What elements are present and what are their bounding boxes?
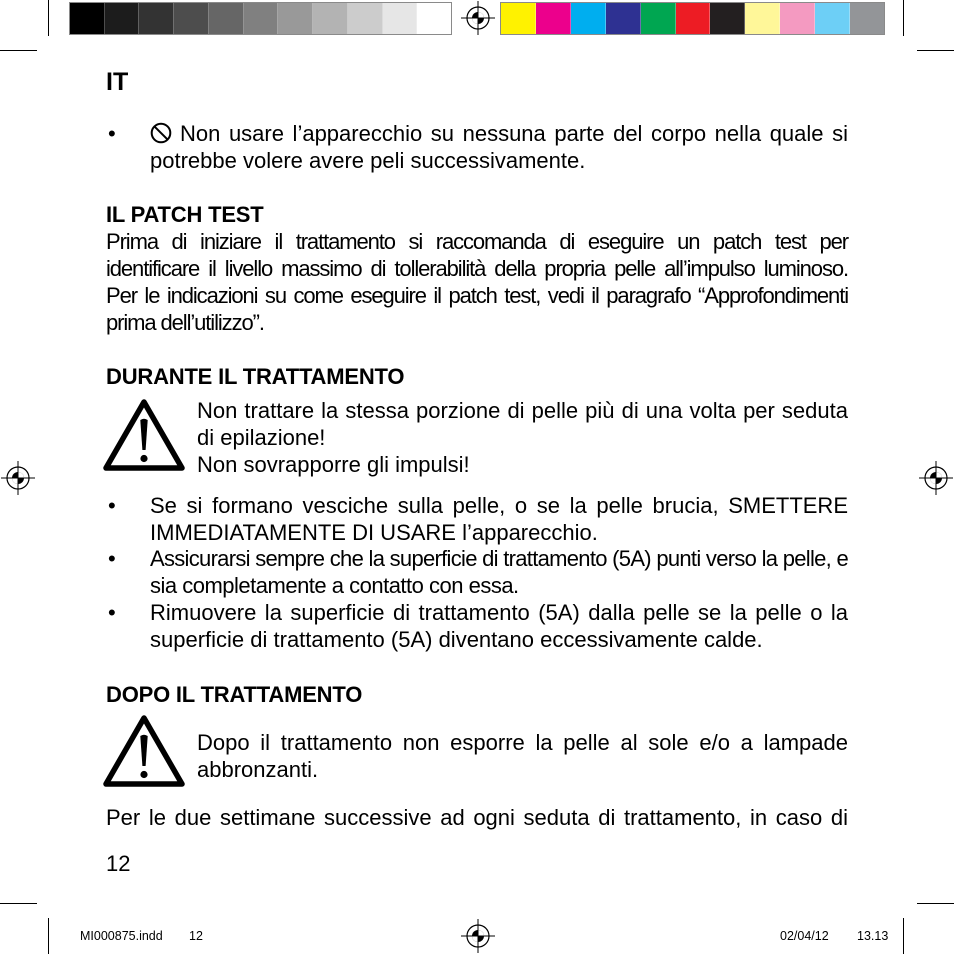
gray-step-swatch (244, 3, 279, 34)
text-line (150, 147, 848, 174)
text-line (197, 397, 848, 424)
text-line (150, 599, 848, 626)
gray-step-swatch (278, 3, 313, 34)
section-heading: DOPO IL TRATTAMENTO (106, 682, 363, 707)
line-text: prima dell’utilizzo”. (106, 310, 264, 335)
section-heading: DURANTE IL TRATTAMENTO (106, 364, 405, 389)
line-text: Se si formano vesciche sulla pelle, o se la pelle brucia, SMETTERE (150, 493, 848, 518)
gray-step-swatch (70, 3, 105, 34)
process-color-swatch (780, 3, 815, 34)
line-text: sia completamente a contatto con essa. (150, 573, 519, 598)
line-text: abbronzanti. (197, 757, 319, 782)
crop-mark (48, 0, 49, 36)
line-text: Non trattare la stessa porzione di pelle più di una volta per seduta (197, 398, 848, 423)
gray-step-swatch (139, 3, 174, 34)
process-color-swatch (606, 3, 641, 34)
line-text: Per le indicazioni su come eseguire il patch test, vedi il paragrafo “Approfondimenti (106, 283, 848, 308)
text-line (106, 255, 848, 282)
crop-mark (903, 0, 904, 36)
process-color-swatch (501, 3, 536, 34)
crop-mark (0, 50, 37, 51)
text-line (150, 492, 848, 519)
text-line (150, 545, 848, 572)
slug-filename: MI000875.indd (80, 929, 163, 943)
crop-mark (48, 918, 49, 954)
text-line (197, 756, 848, 783)
gray-step-swatch (174, 3, 209, 34)
gray-step-swatch (313, 3, 348, 34)
warning-triangle-icon (103, 398, 185, 472)
gray-step-strip (69, 2, 452, 35)
line-text: Dopo il trattamento non esporre la pelle al sole e/o a lampade (197, 730, 848, 755)
line-text: IMMEDIATAMENTE DI USARE l’apparecchio. (150, 520, 598, 545)
line-text: Non usare l’apparecchio su nessuna parte del corpo nella quale si (180, 121, 848, 146)
registration-mark-icon (1, 461, 35, 495)
process-color-swatch (676, 3, 711, 34)
slug-file-page: 12 (189, 929, 203, 943)
text-line (197, 729, 848, 756)
gray-step-swatch (209, 3, 244, 34)
text-line (106, 804, 848, 831)
line-text: Prima di iniziare il trattamento si raccomanda di eseguire un patch test per (106, 229, 848, 254)
bullet-glyph: • (108, 121, 116, 146)
line-text: Non sovrapporre gli impulsi! (197, 452, 470, 477)
process-color-swatch (571, 3, 606, 34)
process-color-strip (500, 2, 885, 35)
page-number: 12 (106, 851, 131, 876)
bullet-glyph: • (108, 493, 116, 518)
bullet-glyph: • (108, 600, 116, 625)
text-line (197, 424, 848, 451)
line-text: Rimuovere la superficie di trattamento (5A) dalla pelle se la pelle o la (150, 600, 848, 625)
section-heading: IL PATCH TEST (106, 202, 264, 227)
registration-mark-icon (461, 919, 495, 953)
language-code: IT (106, 68, 129, 96)
line-text: potrebbe volere avere peli successivamente. (150, 148, 586, 173)
registration-mark-icon (461, 1, 495, 35)
process-color-swatch (710, 3, 745, 34)
text-line (150, 519, 848, 546)
registration-mark-icon (919, 461, 953, 495)
line-text: Per le due settimane successive ad ogni seduta di trattamento, in caso di (106, 805, 848, 830)
line-text: superficie di trattamento (5A) diventano eccessivamente calde. (150, 627, 763, 652)
prohibited-icon (150, 122, 172, 144)
warning-triangle-icon (103, 714, 185, 788)
text-line (106, 228, 848, 255)
line-text: Assicurarsi sempre che la superficie di trattamento (5A) punti verso la pelle, e (150, 546, 848, 571)
slug-time: 13.13 (857, 929, 889, 943)
gray-step-swatch (417, 3, 451, 34)
line-text: identificare il livello massimo di tollerabilità della propria pelle all’impulso luminoso. (106, 256, 848, 281)
line-text: di epilazione! (197, 425, 326, 450)
bullet-glyph: • (108, 546, 116, 571)
process-color-swatch (536, 3, 571, 34)
process-color-swatch (641, 3, 676, 34)
text-line (106, 282, 848, 309)
text-line (197, 451, 848, 478)
process-color-swatch (745, 3, 780, 34)
text-line (150, 626, 848, 653)
crop-mark (917, 903, 954, 904)
crop-mark (0, 903, 37, 904)
text-line (150, 572, 848, 599)
slug-date: 02/04/12 (780, 929, 829, 943)
crop-mark (917, 50, 954, 51)
gray-step-swatch (105, 3, 140, 34)
crop-mark (903, 918, 904, 954)
process-color-swatch (850, 3, 884, 34)
text-line (180, 120, 848, 147)
gray-step-swatch (348, 3, 383, 34)
text-line (106, 309, 848, 336)
process-color-swatch (815, 3, 850, 34)
gray-step-swatch (383, 3, 418, 34)
